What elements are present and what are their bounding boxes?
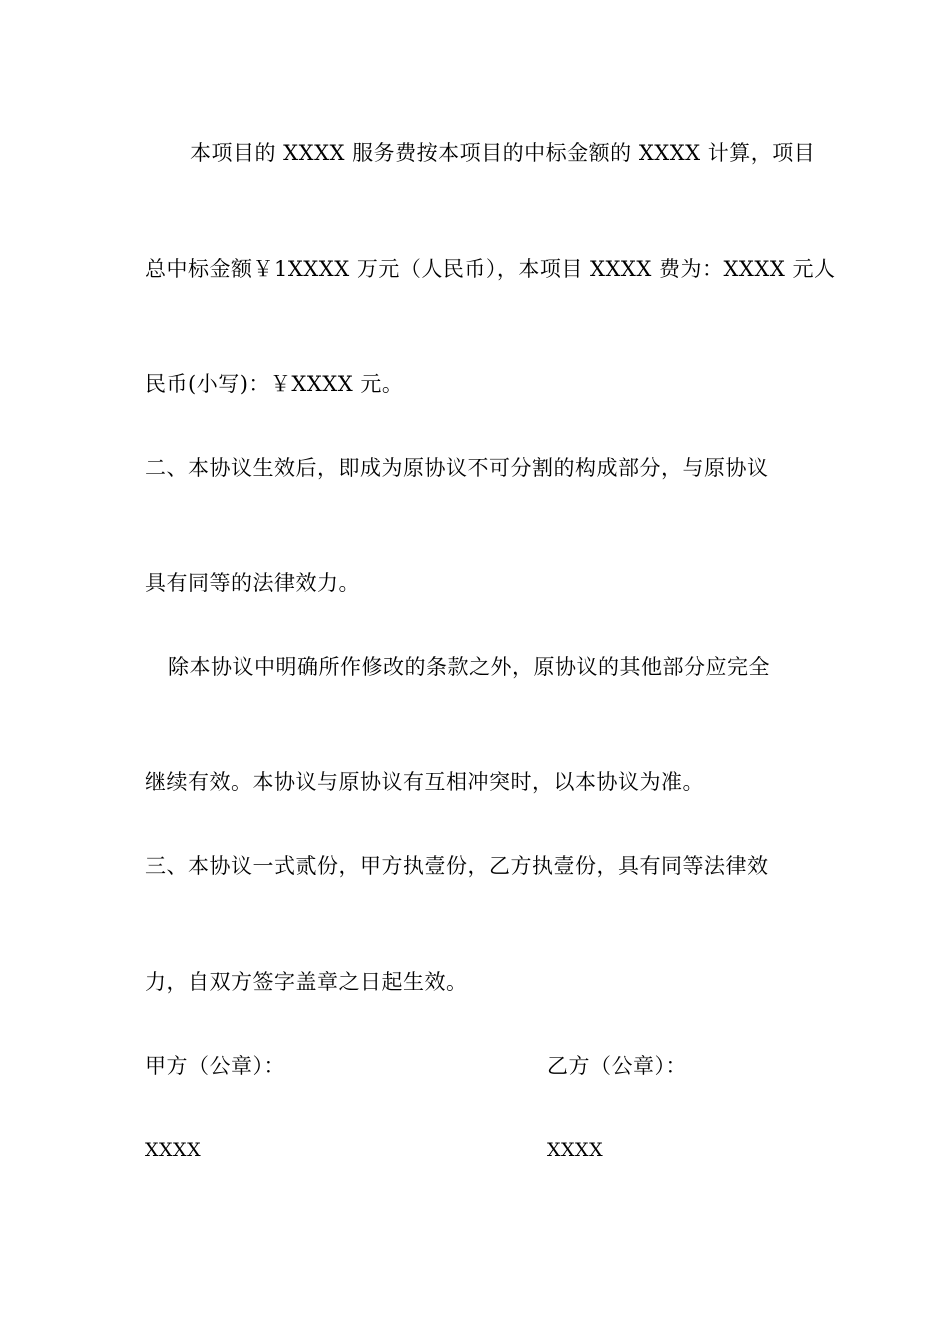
paragraph-fee-line-1: 本项目的 XXXX 服务费按本项目的中标金额的 XXXX 计算，项目 [190,141,816,165]
party-b-seal-label: 乙方（公章）： [547,1054,687,1078]
paragraph-fee-line-3: 民币(小写)：￥XXXX 元。 [145,372,404,396]
paragraph-fee-line-2: 总中标金额￥1XXXX 万元（人民币），本项目 XXXX 费为：XXXX 元人 [145,257,836,281]
party-a-seal-label: 甲方（公章）： [145,1054,285,1078]
clause-three-line-1: 三、本协议一式贰份，甲方执壹份，乙方执壹份，具有同等法律效 [145,854,769,878]
clause-two-line-1: 二、本协议生效后，即成为原协议不可分割的构成部分，与原协议 [145,456,769,480]
clause-two-line-2: 具有同等的法律效力。 [145,571,360,595]
party-a-name: XXXX [145,1139,202,1161]
clause-two-extra-line-2: 继续有效。本协议与原协议有互相冲突时，以本协议为准。 [145,770,704,794]
party-b-name: XXXX [547,1139,604,1161]
clause-three-line-2: 力，自双方签字盖章之日起生效。 [145,970,468,994]
clause-two-extra-line-1: 除本协议中明确所作修改的条款之外，原协议的其他部分应完全 [168,655,770,679]
